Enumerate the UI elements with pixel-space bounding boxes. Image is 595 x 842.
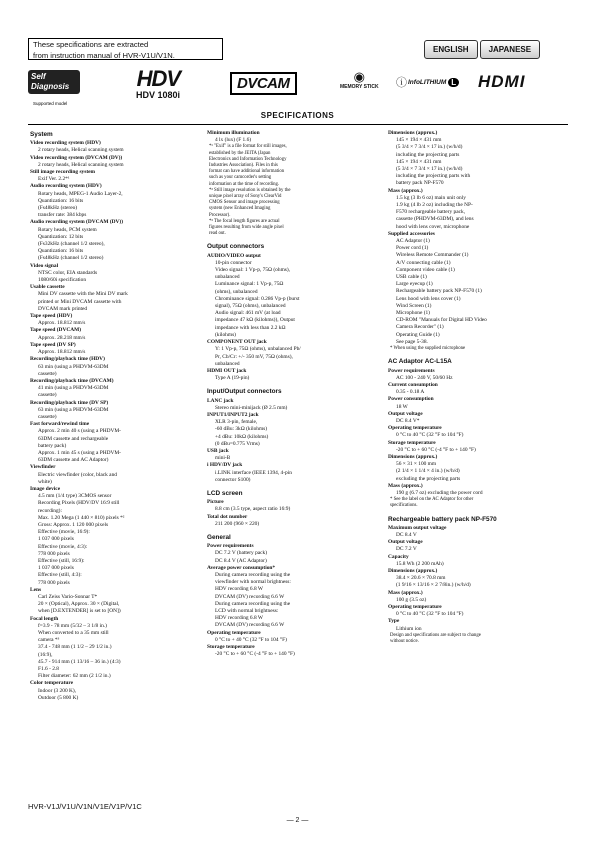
- spec-value: Chrominance signal: 0.286 Vp-p (burst: [215, 295, 300, 302]
- footnote: *² Still image resolution is obtained by the: [209, 187, 291, 193]
- spec-label: Color temperature: [30, 680, 74, 687]
- hdv-sub: HDV 1080i: [136, 90, 181, 100]
- footnote: read out.: [209, 231, 226, 237]
- spec-label: Power requirements: [388, 367, 435, 374]
- spec-value: 0 °C to + 40 °C (32 °F to 104 °F): [215, 636, 287, 643]
- spec-value: Luminance signal: 1 Vp-p, 75Ω: [215, 281, 284, 288]
- self-diagnosis-sub: Supported model: [33, 101, 68, 106]
- spec-label: Total dot number: [207, 513, 248, 520]
- section-heading: General: [207, 533, 231, 541]
- spec-label: Operating temperature: [388, 604, 442, 610]
- spec-value: unbalanced: [215, 360, 240, 367]
- spec-value: mini-B: [215, 455, 231, 462]
- spec-label: Video signal: [30, 262, 59, 269]
- spec-value: Pr, Cb/Cr: +/- 350 mV, 75Ω (ohms),: [215, 353, 293, 360]
- spec-label: Dimensions (approx.): [388, 567, 438, 574]
- footnote: unique pixel array of Sony's ClearVid: [209, 194, 282, 200]
- page-title: SPECIFICATIONS: [260, 111, 335, 120]
- spec-value: 63DM cassette and rechargeable: [38, 435, 109, 442]
- spec-value: AC 100 - 240 V, 50/60 Hz: [396, 374, 453, 381]
- spec-value: battery pack NP-F570: [396, 180, 444, 187]
- spec-value: when [D.EXTENDER] is set to [ON]): [38, 608, 121, 615]
- spec-value: Recording Pixels (HDV/DV 16:9 still: [38, 500, 120, 507]
- spec-value: viewfinder with normal brightness:: [215, 579, 291, 586]
- spec-value: Approx. 28.218 mm/s: [38, 334, 86, 341]
- spec-label: HDMI OUT jack: [207, 367, 247, 374]
- spec-label: Average power consumption*: [207, 564, 276, 571]
- infolithium-icon: ⓘ: [396, 77, 407, 89]
- spec-value: 1.9 kg (4 lb 2 oz) including the NP-: [396, 202, 473, 209]
- spec-value: When converted to a 35 mm still: [38, 630, 109, 637]
- spec-label: COMPONENT OUT jack: [207, 339, 267, 346]
- spec-label: Storage temperature: [388, 439, 436, 446]
- spec-value: (16:9),: [38, 651, 53, 658]
- spec-value: 10-pin connector: [215, 259, 252, 266]
- spec-value: 20 × (Optical), Approx. 30 × (Digital,: [38, 601, 120, 608]
- spec-value: 63DM cassette and AC Adaptor): [38, 457, 109, 464]
- spec-label: Minimum illumination: [207, 130, 260, 136]
- spec-label: Image device: [30, 485, 61, 492]
- spec-value: USB cable (1): [396, 274, 427, 281]
- spec-value: Component video cable (1): [396, 266, 455, 273]
- dvcam-logo: DVCAM: [230, 72, 297, 95]
- spec-value: (Fs32kHz (channel 1/2 stereo),: [38, 241, 105, 248]
- spec-label: Tape speed (HDV): [30, 313, 73, 320]
- page-number: — 2 —: [286, 817, 309, 824]
- spec-value: Lithium ion: [396, 625, 422, 632]
- spec-value: -60 dBu: 3kΩ (kilohms): [215, 426, 268, 433]
- spec-label: Mass (approx.): [388, 482, 423, 489]
- spec-value: Approx. 18.812 mm/s: [38, 349, 86, 356]
- spec-value: Power cord (1): [396, 245, 429, 252]
- spec-value: 778 000 pixels: [38, 579, 70, 586]
- spec-label: Supplied accessories: [388, 230, 435, 237]
- spec-value: Gross: Approx. 1 120 000 pixels: [38, 521, 109, 528]
- spec-value: (Fs48kHz (stereo): [38, 205, 78, 212]
- spec-value: 1080/60i specification: [38, 277, 87, 284]
- spec-label: Power consumption: [388, 396, 434, 403]
- spec-value: Rotary heads, PCM system: [38, 226, 97, 233]
- spec-value: 145 × 194 × 431 mm: [396, 137, 442, 144]
- spec-label: Current consumption: [388, 381, 438, 388]
- spec-value: Lens hood with lens cover (1): [396, 295, 461, 302]
- spec-label: Dimensions (approx.): [388, 130, 438, 136]
- footnote: CMOS Sensor and image processing: [209, 200, 280, 206]
- hdv-text: HDV: [136, 66, 181, 91]
- spec-label: Audio recording system (DVCAM (DV)): [30, 219, 124, 226]
- spec-value: 4.5 mm (1/4 type) 3CMOS sensor: [38, 493, 112, 500]
- spec-value: 56 × 31 × 100 mm: [396, 461, 437, 468]
- spec-label: Tape speed (DVCAM): [30, 327, 82, 334]
- footnote: system (new Enhanced Imaging: [209, 206, 271, 212]
- spec-value: DVCAM mark printed: [38, 305, 88, 312]
- spec-label: Picture: [207, 499, 224, 506]
- spec-value: 4 lx (lux) (F 1.6): [215, 137, 252, 144]
- spec-label: LANC jack: [207, 397, 234, 404]
- spec-value: Video signal: 1 Vp-p, 75Ω (ohms),: [215, 267, 291, 274]
- spec-value: 63 min (using a PHDVM-63DM: [38, 406, 109, 413]
- language-tabs: [424, 40, 542, 59]
- spec-value: including the projecting parts with: [396, 173, 471, 180]
- spec-label: Audio recording system (HDV): [30, 183, 102, 190]
- spec-value: 0 °C to 40 °C (32 °F to 104 °F): [396, 432, 464, 439]
- logo-strip: [28, 68, 568, 104]
- spec-value: Max. 1.20 Mega (1 440 × 810) pixels *²: [38, 514, 125, 521]
- spec-value: (ohms), unbalanced: [215, 288, 258, 295]
- spec-value: CD-ROM "Manuals for Digital HD Video: [396, 317, 487, 324]
- spec-value: Approx. 1 min 45 s (using a PHDVM-: [38, 449, 121, 456]
- spec-value: Wind Screen (1): [396, 302, 432, 309]
- spec-label: Fast forward/rewind time: [30, 421, 90, 428]
- model-numbers: HVR-V1J/V1U/V1N/V1E/V1P/V1C: [28, 802, 142, 811]
- spec-value: Large eyecup (1): [396, 281, 433, 288]
- spec-value: cassette): [38, 370, 57, 377]
- spec-value: Quantization: 12 bits: [38, 233, 84, 240]
- spec-value: Filter diameter: 62 mm (2 1/2 in.): [38, 673, 111, 680]
- spec-label: AUDIO/VIDEO output: [207, 252, 261, 259]
- spec-label: Operating temperature: [207, 629, 261, 636]
- tab-english[interactable]: ENGLISH: [424, 40, 478, 59]
- spec-value: +4 dBu: 10kΩ (kilohms): [215, 433, 269, 440]
- spec-value: LCD with normal brightness:: [215, 608, 279, 614]
- spec-value: Effective (movie, 4:3):: [38, 543, 88, 550]
- section-heading: Input/Output connectors: [207, 388, 282, 396]
- spec-value: During camera recording using the: [215, 600, 291, 607]
- spec-value: DC 8.4 V (AC Adaptor): [215, 557, 267, 564]
- spec-value: 15.8 Wh (2 200 mAh): [396, 560, 444, 567]
- footnote: without notice.: [390, 639, 419, 645]
- notice-line-1: These specifications are extracted: [33, 40, 149, 49]
- spec-label: Still image recording system: [30, 169, 96, 176]
- footnote: * When using the supplied microphone: [390, 346, 466, 352]
- spec-value: Quantization: 16 bits: [38, 248, 84, 255]
- spec-value: A/V connecting cable (1): [396, 259, 451, 266]
- footnote: format can have additional information: [209, 169, 285, 175]
- spec-value: Y: 1 Vp-p, 75Ω (ohms), unbalanced Pb/: [215, 346, 301, 353]
- spec-value: Type A (19-pin): [215, 375, 250, 382]
- spec-label: Usable cassette: [30, 284, 65, 291]
- spec-value: unbalanced: [215, 274, 240, 281]
- spec-value: 8.8 cm (3.5 type, aspect ratio 16:9): [215, 506, 291, 513]
- spec-value: During camera recording using the: [215, 571, 291, 578]
- spec-value: DC 7.2 V: [396, 546, 417, 553]
- footnote: such as your camcorder's setting: [209, 175, 272, 181]
- spec-value: 45.7 - 914 mm (1 13/16 – 36 in.) (4:3): [38, 658, 121, 665]
- footnote: established by the JEITA (Japan: [209, 150, 271, 156]
- section-heading: AC Adaptor AC-L15A: [388, 358, 452, 366]
- memory-stick-text: MEMORY STICK: [340, 84, 379, 90]
- spec-value: Exif Ver. 2.2*¹: [38, 176, 70, 183]
- spec-label: i HDV/DV jack: [207, 462, 243, 469]
- spec-value: 100 g (3.5 oz): [396, 596, 427, 603]
- spec-value: HDV recording 6.8 W: [215, 615, 264, 622]
- spec-value: (2 1/4 × 1 1/4 × 4 in.) (w/h/d): [396, 468, 460, 475]
- spec-value: cassette): [38, 392, 57, 399]
- spec-value: (5 3/4 × 7 3/4 × 17 in.) (w/h/d): [396, 166, 463, 173]
- section-heading: LCD screen: [207, 489, 243, 497]
- spec-label: Storage temperature: [207, 644, 255, 651]
- footnote: information at the time of recording.: [209, 181, 280, 187]
- spec-value: Mini DV cassette with the Mini DV mark: [38, 291, 128, 298]
- spec-value: (0 dBu=0.775 Vrms): [215, 440, 260, 447]
- spec-value: XLR 3-pin, female,: [215, 419, 258, 426]
- spec-value: 1.5 kg (3 lb 6 oz) main unit only: [396, 194, 466, 201]
- spec-value: DVCAM (DV) recording 6.6 W: [215, 622, 285, 629]
- spec-value: 211 200 (960 × 220): [215, 520, 260, 527]
- spec-value: Operating Guide (1): [396, 331, 440, 338]
- infolithium-logo: [396, 74, 459, 90]
- title-divider: [28, 124, 568, 125]
- spec-label: Focal length: [30, 615, 59, 622]
- spec-value: recording):: [38, 507, 62, 514]
- self-diagnosis-text: Self Diagnosis: [31, 72, 70, 91]
- spec-value: (Fs48kHz (channel 1/2 stereo): [38, 255, 104, 262]
- spec-label: Operating temperature: [388, 425, 442, 432]
- spec-label: Recording/playback time (DVCAM): [30, 377, 114, 384]
- spec-value: Indoor (3 200 K),: [38, 687, 77, 694]
- spec-value: impedance 47 kΩ (kilohms)), Output: [215, 317, 295, 324]
- spec-value: Quantization: 16 bits: [38, 197, 84, 204]
- spec-value: cassette (PHDVM-63DM), and lens: [396, 216, 474, 223]
- section-heading: Output connectors: [207, 243, 265, 251]
- tab-japanese[interactable]: JAPANESE: [480, 40, 541, 59]
- spec-value: Audio signal: 461 mV (at load: [215, 310, 281, 317]
- spec-value: DC 8.4 V: [396, 531, 417, 538]
- spec-value: Camera Recorder" (1): [396, 324, 444, 331]
- spec-value: DC 7.2 V (battery pack): [215, 550, 268, 557]
- spec-value: AC Adaptor (1): [396, 238, 430, 245]
- spec-value: Stereo mini-minijack (Ø 2.5 mm): [215, 404, 288, 411]
- spec-value: 1 037 000 pixels: [38, 565, 74, 572]
- notice-line-2: from instruction manual of HVR-V1U/V1N.: [33, 50, 175, 60]
- spec-label: Output voltage: [388, 410, 423, 417]
- spec-value: -20 °C to + 60 °C (-4 °F to + 140 °F): [215, 651, 295, 658]
- spec-label: Maximum output voltage: [388, 524, 447, 531]
- spec-value: 1 037 000 pixels: [38, 536, 74, 543]
- spec-label: Video recording system (DVCAM (DV)): [30, 154, 123, 161]
- spec-value: Approx. 18.812 mm/s: [38, 320, 86, 327]
- spec-label: Recording/playback time (DV SP): [30, 399, 109, 406]
- spec-label: Mass (approx.): [388, 589, 423, 596]
- spec-value: NTSC color, EIA standards: [38, 269, 98, 276]
- spec-value: 190 g (6.7 oz) excluding the power cord: [396, 489, 483, 496]
- spec-value: excluding the projecting parts: [396, 475, 461, 482]
- spec-value: 145 × 194 × 431 mm: [396, 158, 442, 165]
- spec-label: Type: [388, 618, 400, 625]
- memory-stick-icon: ◉: [353, 69, 365, 84]
- spec-value: (1 9/16 × 13/16 × 2 7/8in.) (w/h/d): [396, 582, 471, 589]
- spec-value: white): [38, 478, 52, 485]
- spec-value: Approx. 2 min 40 s (using a PHDVM-: [38, 428, 121, 435]
- spec-column-3: [388, 130, 556, 645]
- spec-value: Rechargeable battery pack NP-F570 (1): [396, 288, 482, 295]
- spec-value: Carl Zeiss Vario-Sonnar T*: [38, 594, 98, 600]
- infolithium-series-badge: L: [448, 78, 459, 87]
- footnote: *³ The focal length figures are actual: [209, 218, 280, 224]
- spec-value: signal), 75Ω (ohms), unbalanced: [215, 303, 286, 310]
- spec-value: f=3.9 - 78 mm (5/32 – 3 1/8 in.): [38, 622, 107, 629]
- spec-value: Rotary heads, MPEG-1 Audio Layer-2,: [38, 190, 123, 197]
- footnote: Electronics and Information Technology: [209, 156, 287, 162]
- spec-value: Outdoor (5 800 K): [38, 694, 79, 701]
- section-heading: Rechargeable battery pack NP-F570: [388, 515, 497, 523]
- footnote: * See the label on the AC Adaptor for other: [390, 497, 474, 503]
- spec-label: Power requirements: [207, 543, 254, 550]
- spec-column-1: [30, 130, 198, 702]
- self-diagnosis-logo: [28, 70, 80, 106]
- spec-value: 63 min (using a PHDVM-63DM: [38, 363, 109, 370]
- spec-value: Electric viewfinder (color, black and: [38, 471, 117, 478]
- spec-value: -20 °C to + 60 °C (-4 °F to + 140 °F): [396, 446, 476, 453]
- spec-label: USB jack: [207, 447, 229, 454]
- hdv-logo: [136, 68, 180, 101]
- spec-label: Tape speed (DV SP): [30, 341, 76, 348]
- spec-value: 2 rotary heads, Helical scanning system: [38, 147, 124, 154]
- spec-value: 37.4 - 748 mm (1 1/2 – 29 1/2 in.): [38, 644, 112, 651]
- spec-value: Wireless Remote Commander (1): [396, 252, 469, 259]
- spec-value: 18 W: [396, 403, 408, 410]
- spec-value: printed or Mini DVCAM cassette with: [38, 298, 122, 305]
- spec-label: Viewfinder: [30, 464, 56, 471]
- spec-value: DVCAM (DV) recording 6.6 W: [215, 593, 285, 600]
- footnote: specifications.: [390, 503, 418, 509]
- spec-value: including the projecting parts: [396, 151, 460, 158]
- spec-value: 41 min (using a PHDVM-63DM: [38, 385, 109, 392]
- spec-value: F1.6 - 2.8: [38, 666, 59, 673]
- spec-value: 778 000 pixels: [38, 550, 70, 557]
- spec-value: See page 5-38.: [396, 338, 428, 345]
- spec-value: hood with lens cover, microphone: [396, 223, 470, 230]
- spec-value: (5 3/4 × 7 3/4 × 17 in.) (w/h/d): [396, 144, 463, 151]
- spec-value: camera *³: [38, 637, 60, 644]
- spec-value: i.LINK interface (IEEE 1394, 4-pin: [215, 469, 292, 476]
- footnote: Design and specifications are subject to change: [390, 632, 481, 638]
- spec-value: HDV recording 6.8 W: [215, 586, 264, 593]
- extract-notice: [28, 38, 223, 60]
- section-heading: System: [30, 131, 53, 138]
- spec-value: DC 8.4 V*: [396, 417, 420, 424]
- spec-value: transfer rate: 384 kbps: [38, 212, 87, 219]
- spec-value: battery pack): [38, 442, 67, 449]
- spec-label: Mass (approx.): [388, 187, 423, 194]
- footnote: Processor).: [209, 212, 231, 218]
- hdmi-logo: HDMI: [478, 72, 526, 91]
- spec-value: Effective (movie, 16:9):: [38, 529, 90, 536]
- spec-value: Effective (still, 16:9):: [38, 557, 85, 564]
- spec-label: Recording/playback time (HDV): [30, 356, 105, 363]
- spec-label: Output voltage: [388, 539, 423, 546]
- spec-value: 38.4 × 20.6 × 70.8 mm: [396, 575, 446, 582]
- footnote: *¹ "Exif" is a file format for still images,: [209, 144, 287, 150]
- spec-label: Video recording system (HDV): [30, 140, 101, 147]
- spec-label: Capacity: [388, 553, 409, 560]
- spec-value: F570 rechargeable battery pack,: [396, 209, 466, 216]
- spec-value: impedance with less than 2.2 kΩ: [215, 324, 286, 331]
- spec-label: Dimensions (approx.): [388, 453, 438, 460]
- spec-label: INPUT1/INPUT2 jack: [207, 411, 259, 418]
- spec-value: 2 rotary heads, Helical scanning system: [38, 161, 124, 168]
- spec-value: 0 °C to 40 °C (32 °F to 104 °F): [396, 611, 464, 618]
- footnote: Industries Association). Files in this: [209, 163, 278, 169]
- footnote: figures resulting from wide angle pixel: [209, 225, 284, 231]
- spec-value: Effective (still, 4:3):: [38, 572, 82, 579]
- spec-value: 0.35 - 0.18 A: [396, 389, 425, 396]
- infolithium-text: InfoLITHIUM: [408, 78, 447, 86]
- spec-value: connector S100): [215, 476, 251, 483]
- memory-stick-logo: [340, 70, 379, 90]
- spec-value: Microphone (1): [396, 310, 430, 317]
- spec-value: (kilohms): [215, 331, 236, 338]
- spec-value: cassette): [38, 413, 57, 420]
- spec-label: Lens: [30, 586, 42, 593]
- spec-column-2: [207, 130, 375, 658]
